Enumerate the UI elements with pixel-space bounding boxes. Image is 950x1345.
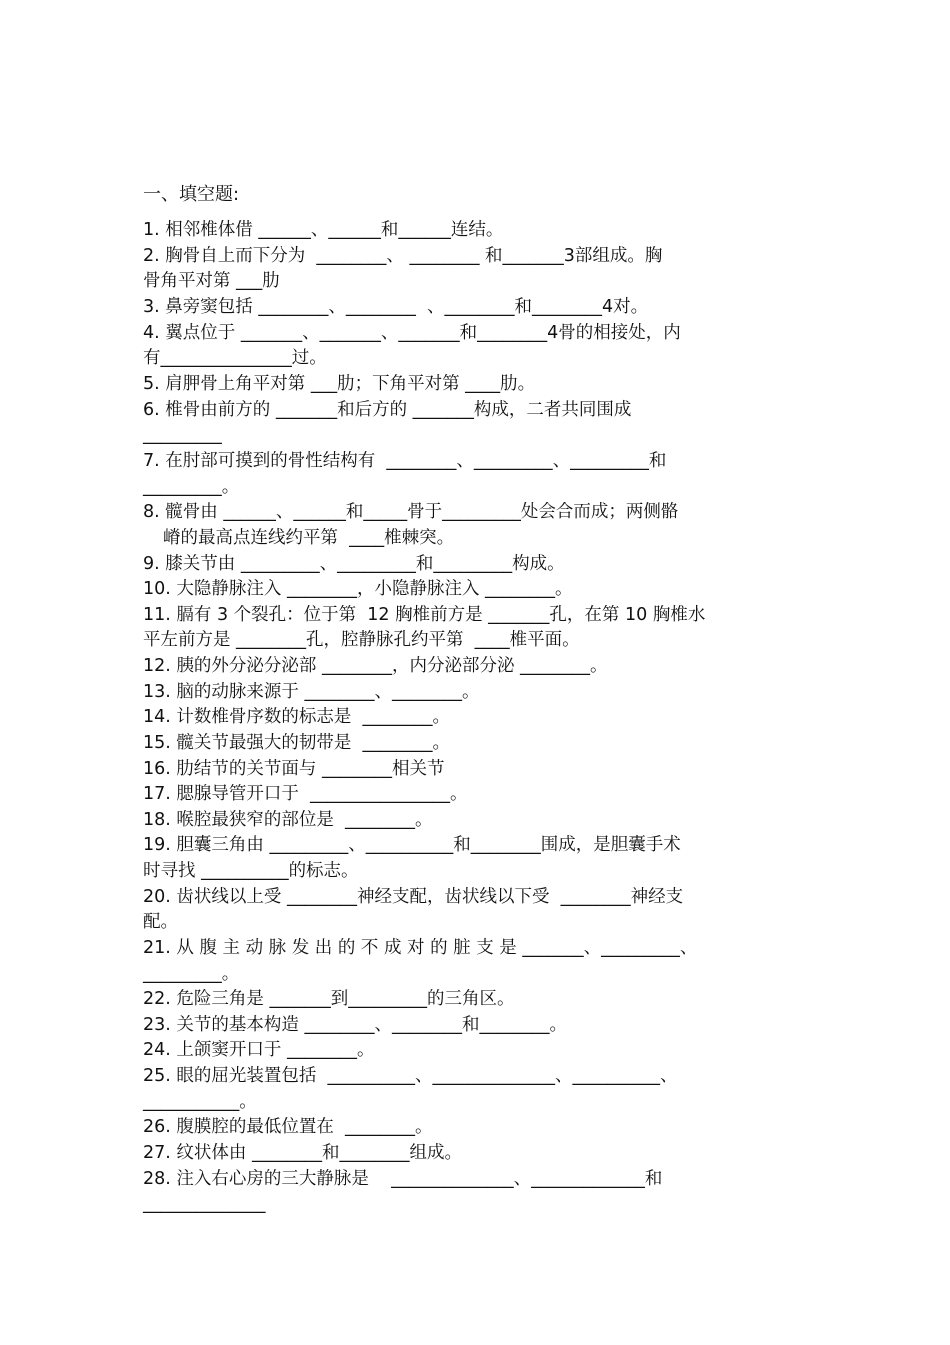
question-line: 26. 腹膜腔的最低位置在 ________。 — [143, 1117, 433, 1137]
question-line: _________。 — [143, 964, 240, 984]
question-line: 20. 齿状线以上受 ________神经支配，齿状线以下受 ________神经支 — [143, 887, 684, 907]
question-line: 7. 在肘部可摸到的骨性结构有 ________、_________、_________和 — [143, 451, 667, 471]
question-line: 14. 计数椎骨序数的标志是 ________。 — [143, 707, 451, 727]
question-line: _________ — [143, 425, 222, 445]
question-line: 28. 注入右心房的三大静脉是 ______________、_____________和 — [143, 1169, 663, 1189]
question-line: 27. 纹状体由 ________和________组成。 — [143, 1143, 462, 1163]
question-line: 2. 胸骨自上而下分为 ________、 ________ 和_______3部组成。胸 — [143, 246, 663, 266]
question-line: 6. 椎骨由前方的 _______和后方的 _______构成，二者共同围成 — [143, 400, 632, 420]
question-line: 3. 鼻旁窦包括 ________、________ 、________和________4对。 — [143, 297, 649, 317]
question-line: 10. 大隐静脉注入 ________，小隐静脉注入 ________。 — [143, 579, 573, 599]
question-line: ______________ — [143, 1194, 266, 1214]
question-line: 嵴的最高点连线约平第 ____椎棘突。 — [163, 528, 455, 548]
question-line: 18. 喉腔最狭窄的部位是 ________。 — [143, 810, 433, 830]
question-line: 骨角平对第 ___肋 — [143, 271, 280, 291]
question-line: 13. 脑的动脉来源于 ________、________。 — [143, 682, 480, 702]
question-line: 21. 从 腹 主 动 脉 发 出 的 不 成 对 的 脏 支 是 _______、_________、 — [143, 938, 698, 958]
question-line: 8. 髋骨由 ______、______和_____骨于_________处会合而成；两侧骼 — [143, 502, 679, 522]
question-line: 17. 腮腺导管开口于 ________________。 — [143, 784, 468, 804]
question-line: 25. 眼的屈光装置包括 __________、______________、__________、 — [143, 1066, 678, 1086]
question-line: 11. 膈有 3 个裂孔：位于第 12 胸椎前方是 _______孔，在第 10 胸椎水 — [143, 605, 706, 625]
question-line: 平左前方是 ________孔，腔静脉孔约平第 ____椎平面。 — [143, 630, 580, 650]
question-line: 1. 相邻椎体借 ______、______和______连结。 — [143, 220, 504, 240]
question-line: 15. 髋关节最强大的韧带是 ________。 — [143, 733, 451, 753]
question-line: 配。 — [143, 912, 178, 932]
question-line: ___________。 — [143, 1092, 257, 1112]
question-line: 22. 危险三角是 _______到_________的三角区。 — [143, 989, 515, 1009]
question-line: _________。 — [143, 477, 240, 497]
question-line: 23. 关节的基本构造 ________、________和________。 — [143, 1015, 567, 1035]
question-line: 16. 肋结节的关节面与 ________相关节 — [143, 759, 445, 779]
question-line: 时寻找 __________的标志。 — [143, 861, 359, 881]
question-line: 24. 上颌窦开口于 ________。 — [143, 1040, 375, 1060]
question-line: 9. 膝关节由 _________、_________和_________构成。 — [143, 554, 565, 574]
question-line: 有_______________过。 — [143, 348, 327, 368]
question-line: 5. 肩胛骨上角平对第 ___肋；下角平对第 ____肋。 — [143, 374, 536, 394]
question-line: 19. 胆囊三角由 _________、__________和________围成，是胆囊手术 — [143, 835, 681, 855]
question-line: 12. 胰的外分泌分泌部 ________，内分泌部分泌 ________。 — [143, 656, 608, 676]
section-heading: 一、填空题: — [143, 184, 240, 205]
question-line: 4. 翼点位于 _______、_______、_______和________4骨的相接处，内 — [143, 323, 681, 343]
